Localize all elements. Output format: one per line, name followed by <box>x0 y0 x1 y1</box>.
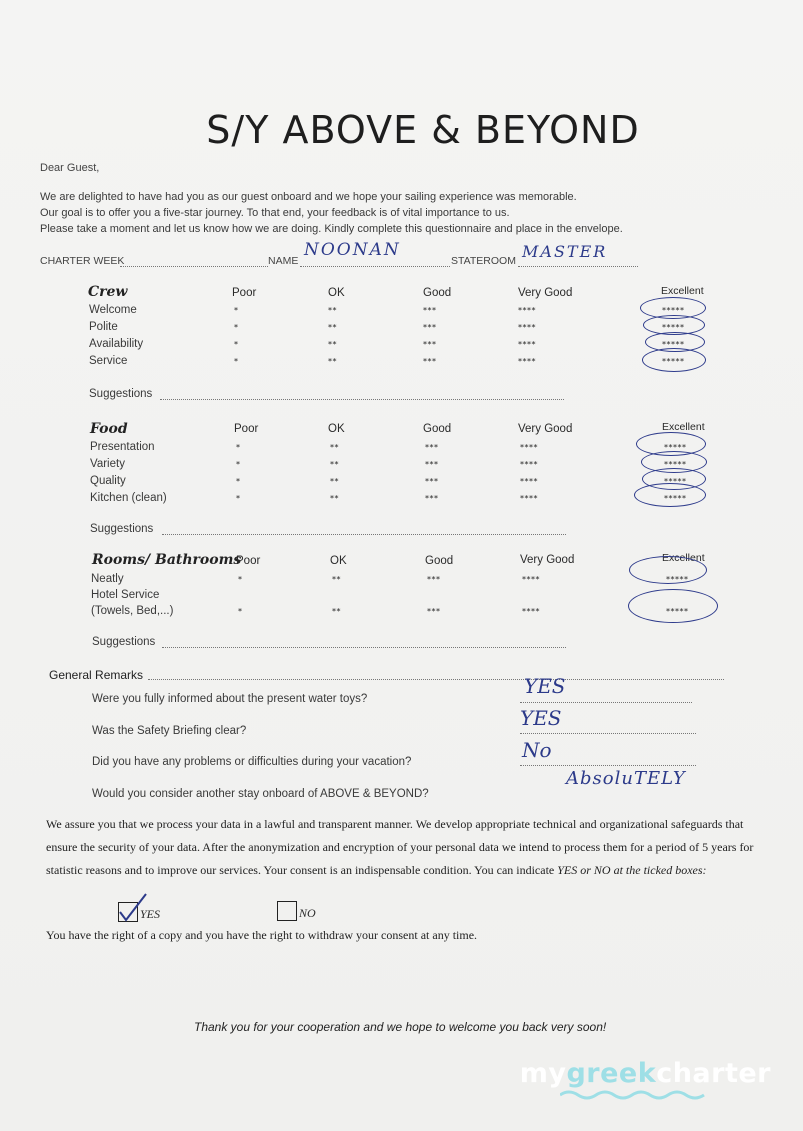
name-label: NAME <box>268 255 299 267</box>
question-problems: Did you have any problems or difficulties during your vacation? <box>92 756 412 768</box>
rooms-row-neatly: Neatly <box>91 573 124 585</box>
rating-stars-poor[interactable]: * <box>236 460 241 469</box>
question-water-toys: Were you fully informed about the present water toys? <box>92 693 368 705</box>
rating-stars-good[interactable]: *** <box>423 306 437 315</box>
rating-stars-very-good[interactable]: **** <box>520 443 538 452</box>
answer-water-toys: YES <box>524 674 566 698</box>
col-head-ok: OK <box>328 423 345 435</box>
general-remarks-field[interactable] <box>148 678 724 680</box>
page-title: S/Y ABOVE & BEYOND <box>206 108 640 152</box>
section-title-rooms: Rooms/ Bathrooms <box>92 552 242 568</box>
answer-another-stay: AbsoluTELY <box>566 768 686 789</box>
rating-stars-excellent[interactable]: ***** <box>662 306 685 315</box>
rating-stars-very-good[interactable]: **** <box>520 477 538 486</box>
answer-line-safety-briefing[interactable] <box>520 732 696 734</box>
rating-stars-excellent[interactable]: ***** <box>662 340 685 349</box>
rating-stars-very-good[interactable]: **** <box>518 306 536 315</box>
watermark-part-greek: greek <box>566 1058 657 1089</box>
stateroom-label: STATEROOM <box>451 255 516 267</box>
col-head-excellent: Excellent <box>661 285 704 297</box>
stateroom-field[interactable] <box>518 265 638 267</box>
rating-stars-poor[interactable]: * <box>234 357 239 366</box>
rating-stars-poor[interactable]: * <box>238 607 243 616</box>
rating-stars-good[interactable]: *** <box>427 575 441 584</box>
col-head-ok: OK <box>328 287 345 299</box>
col-head-excellent: Excellent <box>662 421 705 433</box>
col-head-ok: OK <box>330 555 347 567</box>
col-head-good: Good <box>425 555 454 567</box>
rating-stars-good[interactable]: *** <box>425 443 439 452</box>
col-head-very-good: Very Good <box>518 287 573 299</box>
question-another-stay: Would you consider another stay onboard of ABOVE & BEYOND? <box>92 788 429 800</box>
food-suggestions-label: Suggestions <box>90 523 154 535</box>
crew-row-welcome: Welcome <box>89 304 137 316</box>
general-remarks-label: General Remarks <box>49 668 144 682</box>
rating-stars-ok[interactable]: ** <box>330 460 339 469</box>
rooms-excellent-circle <box>628 589 718 623</box>
consent-no-label: NO <box>299 906 316 920</box>
col-head-excellent: Excellent <box>662 552 705 564</box>
col-head-poor: Poor <box>236 555 261 567</box>
rating-stars-ok[interactable]: ** <box>332 607 341 616</box>
rating-stars-poor[interactable]: * <box>236 494 241 503</box>
food-suggestions-field[interactable] <box>162 533 566 535</box>
consent-paragraph <box>46 813 762 882</box>
rating-stars-excellent[interactable]: ***** <box>666 607 689 616</box>
watermark-part-charter: charter <box>656 1058 771 1089</box>
rating-stars-excellent[interactable]: ***** <box>662 357 685 366</box>
rating-stars-good[interactable]: *** <box>423 323 437 332</box>
rating-stars-poor[interactable]: * <box>238 575 243 584</box>
rating-stars-good[interactable]: *** <box>425 477 439 486</box>
rating-stars-excellent[interactable]: ***** <box>662 323 685 332</box>
rating-stars-ok[interactable]: ** <box>330 494 339 503</box>
rating-stars-ok[interactable]: ** <box>332 575 341 584</box>
rooms-excellent-circle <box>629 556 707 584</box>
col-head-poor: Poor <box>234 423 259 435</box>
section-title-food: Food <box>90 421 128 437</box>
col-head-very-good: Very Good <box>518 423 573 435</box>
rating-stars-good[interactable]: *** <box>425 460 439 469</box>
intro-line-2: Our goal is to offer you a five-star journey. To that end, your feedback is of vital importance to us. <box>40 207 510 219</box>
rooms-suggestions-field[interactable] <box>162 646 566 648</box>
food-excellent-circle <box>634 483 706 507</box>
rating-stars-poor[interactable]: * <box>234 323 239 332</box>
food-row-kitchen: Kitchen (clean) <box>90 492 167 504</box>
rating-stars-poor[interactable]: * <box>234 306 239 315</box>
rating-stars-excellent[interactable]: ***** <box>664 460 687 469</box>
intro-line-3: Please take a moment and let us know how we are doing. Kindly complete this questionnaire and place in the envelope. <box>40 223 623 235</box>
rating-stars-very-good[interactable]: **** <box>522 575 540 584</box>
rating-stars-very-good[interactable]: **** <box>520 494 538 503</box>
intro-line-1: We are delighted to have had you as our guest onboard and we hope your sailing experience was memorable. <box>40 191 577 203</box>
rating-stars-poor[interactable]: * <box>236 477 241 486</box>
col-head-good: Good <box>423 423 452 435</box>
charter-week-field[interactable] <box>120 265 268 267</box>
footer-thanks: Thank you for your cooperation and we hope to welcome you back very soon! <box>194 1020 607 1034</box>
food-row-variety: Variety <box>90 458 125 470</box>
rating-stars-very-good[interactable]: **** <box>518 340 536 349</box>
crew-suggestions-label: Suggestions <box>89 388 153 400</box>
rating-stars-excellent[interactable]: ***** <box>666 575 689 584</box>
section-title-crew: Crew <box>88 284 128 300</box>
consent-text-tail: YES or NO at the ticked boxes: <box>557 863 707 877</box>
food-row-quality: Quality <box>90 475 126 487</box>
col-head-very-good: Very Good <box>520 554 575 566</box>
rating-stars-poor[interactable]: * <box>234 340 239 349</box>
rating-stars-ok[interactable]: ** <box>328 340 337 349</box>
crew-suggestions-field[interactable] <box>160 398 564 400</box>
name-field[interactable] <box>300 265 450 267</box>
rating-stars-very-good[interactable]: **** <box>518 357 536 366</box>
watermark-logo <box>520 1058 771 1089</box>
consent-rights: You have the right of a copy and you have the right to withdraw your consent at any time. <box>46 928 478 942</box>
rating-stars-excellent[interactable]: ***** <box>664 494 687 503</box>
rating-stars-good[interactable]: *** <box>423 357 437 366</box>
stateroom-value: MASTER <box>522 242 608 261</box>
rating-stars-very-good[interactable]: **** <box>520 460 538 469</box>
crew-row-availability: Availability <box>89 338 144 350</box>
rating-stars-excellent[interactable]: ***** <box>664 443 687 452</box>
rating-stars-ok[interactable]: ** <box>328 323 337 332</box>
rating-stars-good[interactable]: *** <box>423 340 437 349</box>
rooms-suggestions-label: Suggestions <box>92 636 156 648</box>
question-safety-briefing: Was the Safety Briefing clear? <box>92 725 247 737</box>
col-head-good: Good <box>423 287 452 299</box>
rating-stars-ok[interactable]: ** <box>330 443 339 452</box>
crew-excellent-circle <box>642 348 706 372</box>
consent-text: We assure you that we process your data in a lawful and transparent manner. We develop appropriate technical and organizational safeguards that ensure the security of your data. After the anonymization and encryption of your personal data we intend to process them for a period of 5 years for statistic reasons and to improve our services. Your consent is an indispensable condition. You can indicate <box>46 817 754 877</box>
name-value: NOONAN <box>304 240 401 260</box>
answer-line-problems[interactable] <box>520 764 696 766</box>
answer-line-water-toys[interactable] <box>520 701 692 703</box>
rooms-row-hotel-service-detail: (Towels, Bed,...) <box>91 605 174 617</box>
rating-stars-poor[interactable]: * <box>236 443 241 452</box>
greeting: Dear Guest, <box>40 162 100 174</box>
rating-stars-excellent[interactable]: ***** <box>664 477 687 486</box>
rating-stars-good[interactable]: *** <box>425 494 439 503</box>
consent-no-checkbox[interactable] <box>277 901 297 921</box>
rating-stars-very-good[interactable]: **** <box>518 323 536 332</box>
consent-yes-label: YES <box>140 907 161 921</box>
food-row-presentation: Presentation <box>90 441 155 453</box>
charter-week-label: CHARTER WEEK <box>40 255 125 267</box>
crew-row-polite: Polite <box>89 321 118 333</box>
rooms-row-hotel-service: Hotel Service <box>91 589 160 601</box>
wave-icon <box>560 1088 710 1102</box>
answer-safety-briefing: YES <box>520 706 562 730</box>
rating-stars-ok[interactable]: ** <box>328 357 337 366</box>
rating-stars-very-good[interactable]: **** <box>522 607 540 616</box>
rating-stars-ok[interactable]: ** <box>330 477 339 486</box>
rating-stars-ok[interactable]: ** <box>328 306 337 315</box>
crew-row-service: Service <box>89 355 128 367</box>
col-head-poor: Poor <box>232 287 257 299</box>
answer-problems: No <box>522 738 552 762</box>
rating-stars-good[interactable]: *** <box>427 607 441 616</box>
watermark-part-my: my <box>519 1058 567 1089</box>
